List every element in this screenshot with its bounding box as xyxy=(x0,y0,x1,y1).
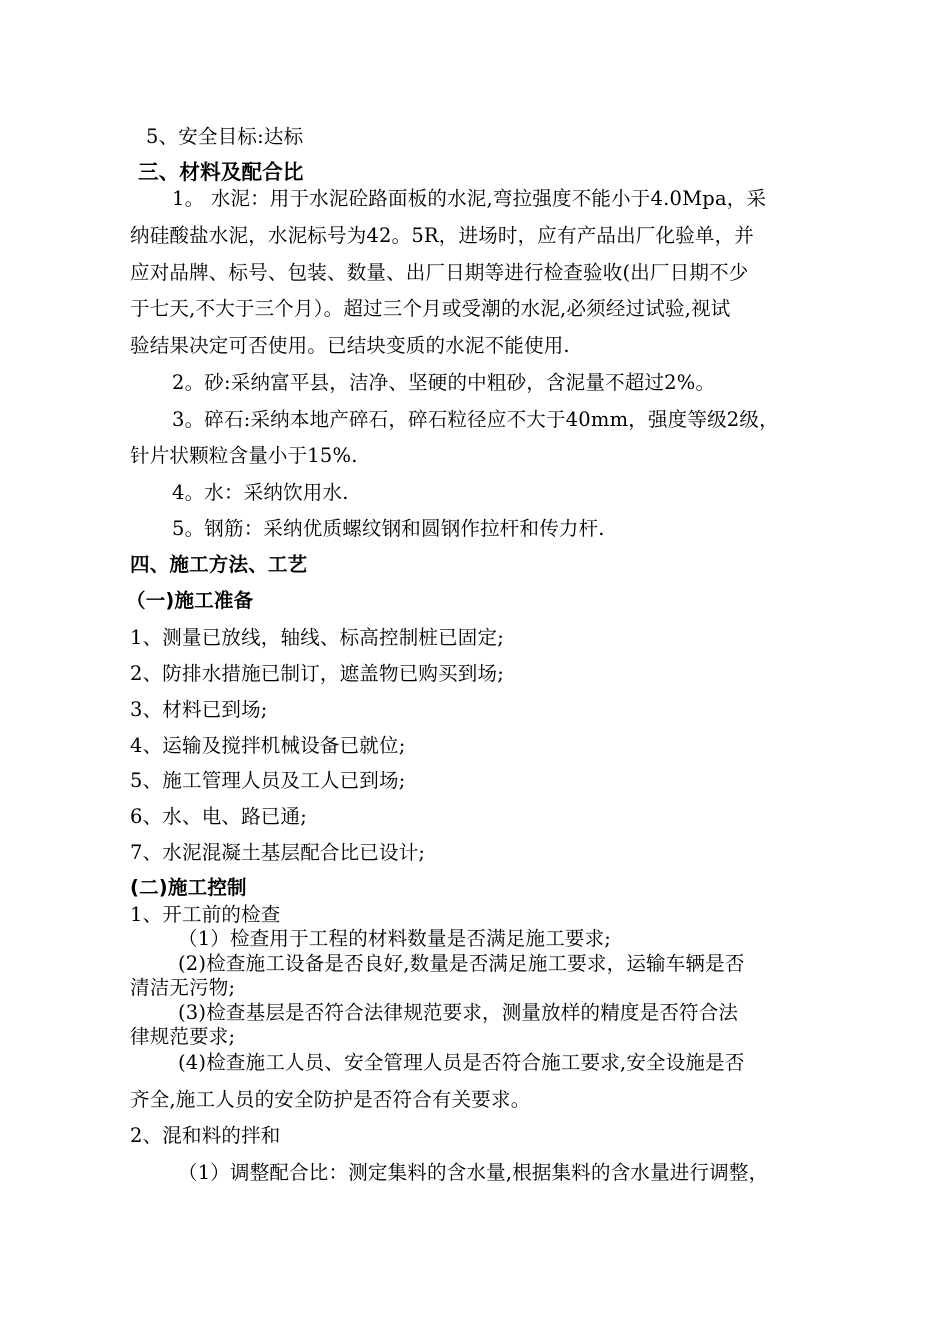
sand-line: 2。砂:采纳富平县，洁净、坚硬的中粗砂，含泥量不超过2%。 xyxy=(172,371,716,394)
prep-item-6: 6、水、电、路已通; xyxy=(130,805,307,828)
prep-item-5: 5、施工管理人员及工人已到场; xyxy=(130,769,406,792)
check-item-4-line-2: 齐全,施工人员的安全防护是否符合有关要求。 xyxy=(130,1088,531,1111)
check-item-1: （1）检查用于工程的材料数量是否满足施工要求; xyxy=(178,927,612,950)
prep-item-7: 7、水泥混凝土基层配合比已设计; xyxy=(130,841,426,864)
check-item-4-line-1: (4)检查施工人员、安全管理人员是否符合施工要求,安全设施是否 xyxy=(178,1051,745,1074)
section-heading-methods: 四、施工方法、工艺 xyxy=(130,553,308,576)
rebar-line: 5。钢筋：采纳优质螺纹钢和圆钢作拉杆和传力杆. xyxy=(172,517,605,540)
cement-line-4: 于七天,不大于三个月）。超过三个月或受潮的水泥,必须经过试验,视试 xyxy=(130,297,731,320)
section-heading-materials: 三、材料及配合比 xyxy=(138,160,304,184)
cement-line-2: 纳硅酸盐水泥，水泥标号为42。5R，进场时，应有产品出厂化验单，并 xyxy=(130,224,755,247)
prep-item-1: 1、测量已放线，轴线、标高控制桩已固定; xyxy=(130,626,504,649)
check-item-2-line-1: (2)检查施工设备是否良好,数量是否满足施工要求，运输车辆是否 xyxy=(178,952,745,975)
cement-line-3: 应对品牌、标号、包装、数量、出厂日期等进行检查验收(出厂日期不少 xyxy=(130,261,749,284)
prep-item-4: 4、运输及搅拌机械设备已就位; xyxy=(130,734,406,757)
check-item-2-line-2: 清洁无污物; xyxy=(130,976,236,999)
gravel-line-1: 3。碎石:采纳本地产碎石，碎石粒径应不大于40mm，强度等级2级， xyxy=(172,408,779,431)
mix-item-1: （1）调整配合比：测定集料的含水量,根据集料的含水量进行调整， xyxy=(178,1161,769,1184)
subheading-control: (二)施工控制 xyxy=(130,876,247,899)
cement-line-1: 1。 水泥：用于水泥砼路面板的水泥,弯拉强度不能小于4.0Mpa，采 xyxy=(172,187,767,210)
safety-goal-line: 5、安全目标:达标 xyxy=(146,125,304,148)
check-title: 1、开工前的检查 xyxy=(130,903,281,926)
prep-item-3: 3、材料已到场; xyxy=(130,698,268,721)
cement-line-5: 验结果决定可否使用。已结块变质的水泥不能使用. xyxy=(130,334,570,357)
gravel-line-2: 针片状颗粒含量小于15%. xyxy=(130,444,358,467)
check-item-3-line-2: 律规范要求; xyxy=(130,1025,236,1048)
mix-title: 2、混和料的拌和 xyxy=(130,1124,281,1147)
water-line: 4。水：采纳饮用水. xyxy=(172,481,349,504)
prep-item-2: 2、防排水措施已制订，遮盖物已购买到场; xyxy=(130,662,504,685)
check-item-3-line-1: (3)检查基层是否符合法律规范要求，测量放样的精度是否符合法 xyxy=(178,1001,739,1024)
subheading-preparation: （一)施工准备 xyxy=(126,589,254,612)
